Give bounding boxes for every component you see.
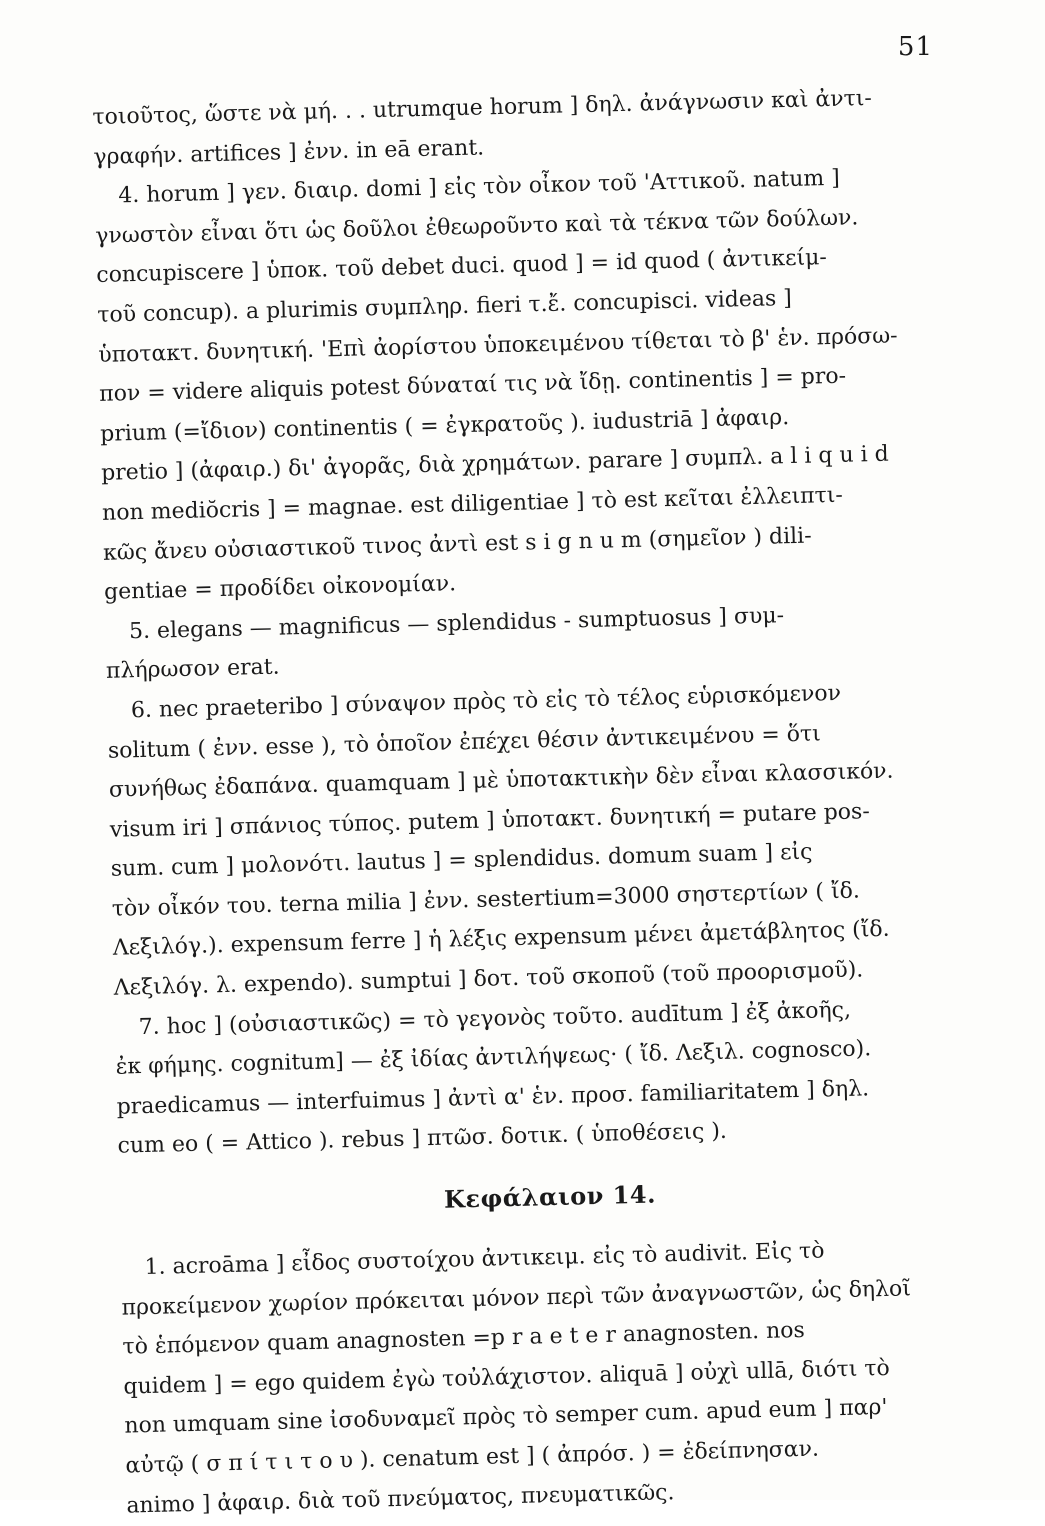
text-line: sum. cum ] μολονότι. lautus ] = splendidus. domum suam ] εἰς	[110, 839, 813, 883]
text-line: 7. hoc ] (οὐσιαστικῶς) = τὸ γεγονὸς τοῦτο. audītum ] ἐξ ἀκοῆς,	[138, 997, 852, 1040]
text-line: 1. acroāma ] εἶδος συστοίχου ἀντικειμ. εἰς τὸ audivit. Εἰς τὸ	[144, 1238, 825, 1281]
text-line: quidem ] = ego quidem ἐγὼ τοὐλάχιστον. aliquā ] οὐχὶ ullā, διότι τὸ	[123, 1355, 891, 1400]
text-line: cum eo ( = Attico ). rebus ] πτῶσ. δοτικ. ( ὑποθέσεις ).	[117, 1119, 728, 1160]
text-line: Λεξιλόγ. λ. expendo). sumptui ] δοτ. τοῦ σκοποῦ (τοῦ προορισμοῦ).	[113, 957, 864, 1001]
text-line: 6. nec praeteribo ] σύναψον πρὸς τὸ εἰς τὸ τέλος εὑρισκόμενον	[130, 680, 842, 724]
text-line: τοιοῦτος, ὥστε νὰ μή. . . utrumque horum ] δηλ. ἀνάγνωσιν καὶ ἀντι-	[92, 85, 873, 130]
text-line: animo ] ἀφαιρ. διὰ τοῦ πνεύματος, πνευματικῶς.	[126, 1479, 675, 1519]
chapter-heading: Κεφάλαιον 14.	[443, 1179, 657, 1214]
text-line: 4. horum ] γεν. διαιρ. domi ] εἰς τὸν οἶκον τοῦ 'Αττικοῦ. natum ]	[118, 165, 841, 209]
text-line: τοῦ concup). a plurimis συμπληρ. fieri τ.ἔ. concupisci. videas ]	[97, 285, 793, 328]
text-line: concupiscere ] ὑποκ. τοῦ debet duci. quod ] = id quod ( ἀντικείμ-	[96, 245, 828, 289]
text-line: τὸν οἶκόν του. terna milia ] ἐνν. sestertium=3000 σηστερτίων ( ἴδ.	[111, 878, 861, 922]
page-number: 51	[897, 32, 933, 62]
text-line: non mediŏcris ] = magnae. est diligentiae ] τὸ est κεῖται ἐλλειπτι-	[101, 482, 844, 526]
text-line: γνωστὸν εἶναι ὅτι ὡς δοῦλοι ἐθεωροῦντο καὶ τὰ τέκνα τῶν δούλων.	[95, 205, 859, 249]
text-line: solitum ( ἐνν. esse ), τὸ ὁποῖον ἐπέχει θέσιν ἀντικειμένου = ὅτι	[107, 720, 822, 764]
text-line: prium (=ἴδιον) continentis ( = ἐγκρατοῦς ). iudustriā ] ἀφαιρ.	[99, 404, 790, 447]
text-line: gentiae = προδίδει οἰκονομίαν.	[103, 571, 457, 605]
text-line: ὑποτακτ. δυνητική. 'Επὶ ἀορίστου ὑποκειμένου τίθεται τὸ β' ἑν. πρόσω-	[97, 322, 898, 368]
text-line: pretio ] (ἀφαιρ.) δι' ἀγορᾶς, διὰ χρημάτων. parare ] συμπλ. a l i q u i d	[100, 441, 889, 487]
text-line: ἐκ φήμης. cognitum] — ἐξ ἰδίας ἀντιλήψεως· ( ἴδ. Λεξιλ. cognosco).	[115, 1036, 872, 1080]
text-line: προκείμενον χωρίον πρόκειται μόνον περὶ τῶν ἀναγνωστῶν, ὡς δηλοῖ	[121, 1275, 912, 1321]
text-line: πον = videre aliquis potest δύναταί τις νὰ ἴδῃ. continentis ] = pro-	[98, 363, 847, 408]
text-line: praedicamus — interfuimus ] ἀντὶ α' ἑν. προσ. familiaritatem ] δηλ.	[116, 1076, 870, 1120]
text-line: κῶς ἄνευ οὐσιαστικοῦ τινος ἀντὶ est s i g n u m (σημεῖον ) dili-	[102, 523, 812, 566]
text-line: γραφήν. artifices ] ἐνν. in eā erant.	[93, 135, 485, 170]
text-line: συνήθως ἐδαπάνα. quamquam ] μὲ ὑποτακτικὴν δὲν εἶναι κλασσικόν.	[108, 758, 894, 803]
text-line: τὸ ἑπόμενον quam anagnosten =p r a e t e r anagnosten. nos	[122, 1318, 806, 1360]
text-line: Λεξιλόγ.). expensum ferre ] ἡ λέξις expensum μένει ἀμετάβλητος (ἴδ.	[112, 917, 890, 962]
text-line: αὐτῷ ( σ π ί τ ι τ ο υ ). cenatum est ] ( ἀπρόσ. ) = ἐδείπνησαν.	[125, 1436, 820, 1479]
text-line: visum iri ] σπάνιος τύπος. putem ] ὑποτακτ. δυνητική = putare pos-	[109, 798, 871, 843]
text-line: πλήρωσον erat.	[105, 654, 280, 685]
text-line: 5. elegans — magnificus — splendidus - sumptuosus ] συμ-	[128, 602, 785, 644]
text-line: non umquam sine ἰσοδυναμεῖ πρὸς τὸ semper cum. apud eum ] παρ'	[124, 1395, 888, 1440]
commentary-text	[92, 77, 989, 1526]
